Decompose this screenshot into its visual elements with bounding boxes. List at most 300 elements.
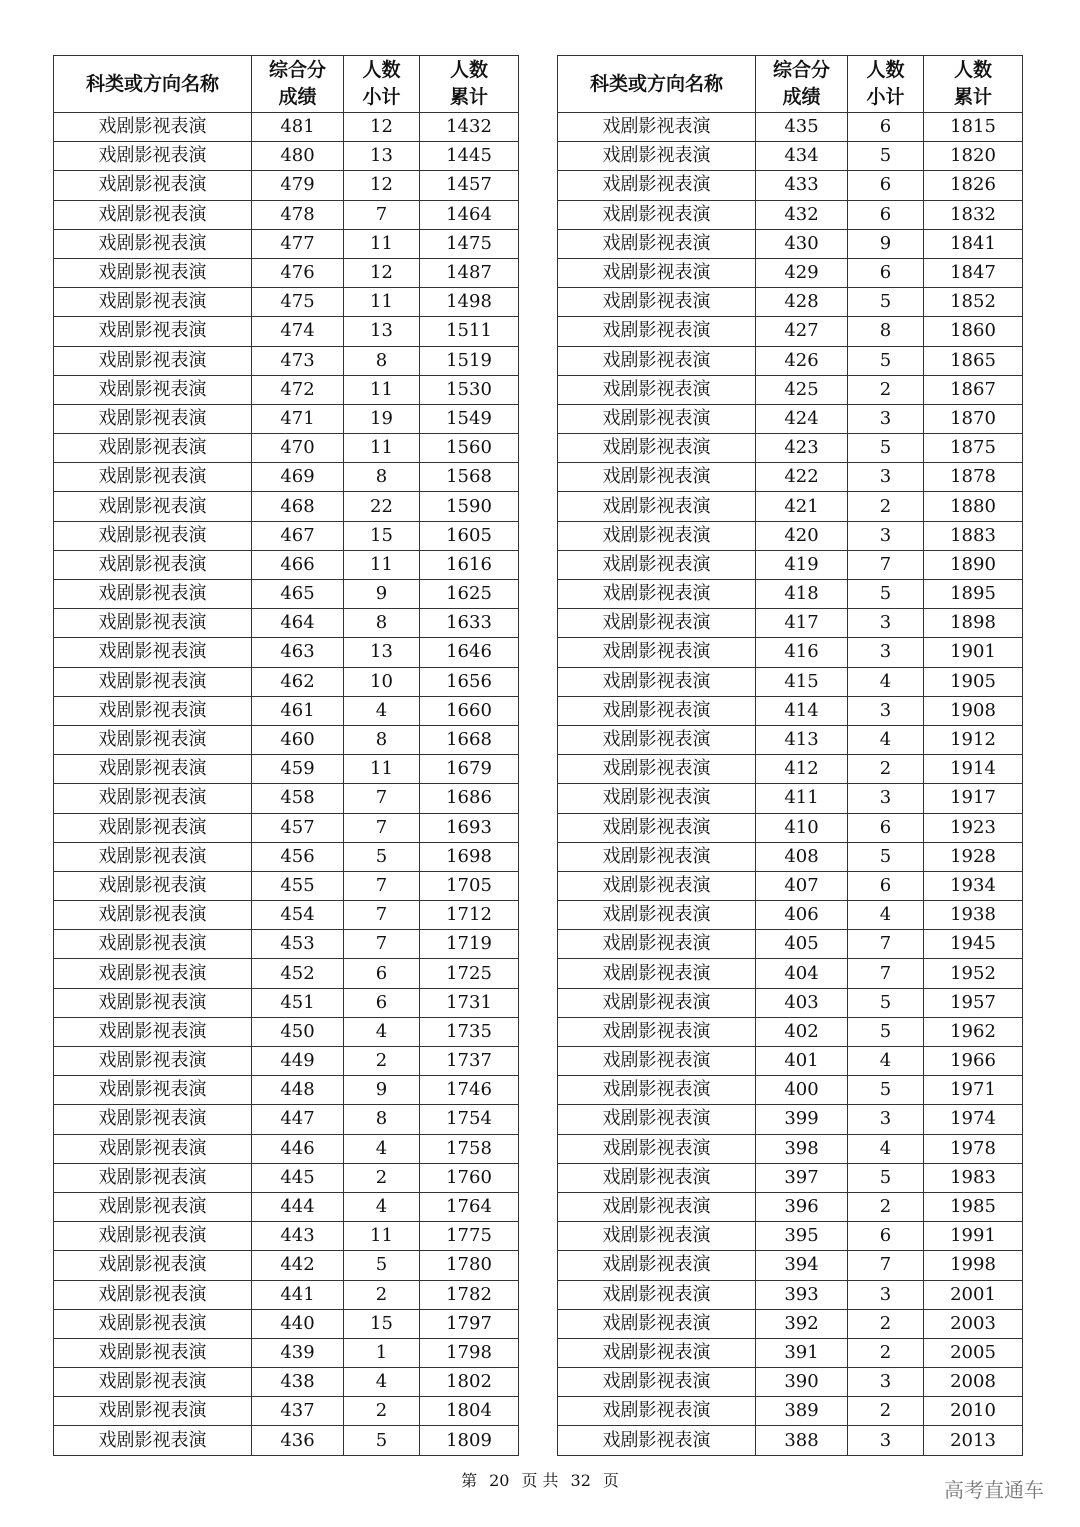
cell-cumulative: 1731 [420,988,519,1017]
cell-name: 戏剧影视表演 [558,930,756,959]
cell-name: 戏剧影视表演 [54,1251,252,1280]
cell-name: 戏剧影视表演 [558,1426,756,1455]
cell-cumulative: 1938 [924,901,1023,930]
cell-name: 戏剧影视表演 [558,492,756,521]
cell-name: 戏剧影视表演 [558,1280,756,1309]
table-row [558,930,1023,959]
cell-count: 2 [344,1280,420,1309]
table-row [558,1280,1023,1309]
cell-name: 戏剧影视表演 [54,375,252,404]
table-row [54,404,519,433]
cell-count: 12 [344,113,420,142]
cell-name: 戏剧影视表演 [558,113,756,142]
cell-score: 435 [756,113,848,142]
cell-count: 4 [848,1047,924,1076]
cell-count: 7 [344,784,420,813]
header-name: 科类或方向名称 [54,56,252,113]
cell-count: 5 [848,1163,924,1192]
table-row [558,1047,1023,1076]
cell-cumulative: 1464 [420,200,519,229]
cell-count: 9 [344,580,420,609]
cell-count: 13 [344,638,420,667]
table-row [558,988,1023,1017]
cell-name: 戏剧影视表演 [54,1426,252,1455]
cell-count: 5 [848,842,924,871]
cell-name: 戏剧影视表演 [558,200,756,229]
cell-count: 4 [848,901,924,930]
cell-cumulative: 1832 [924,200,1023,229]
cell-score: 477 [252,229,344,258]
cell-cumulative: 1860 [924,317,1023,346]
cell-name: 戏剧影视表演 [54,1397,252,1426]
footer-total-pages: 32 [570,1471,591,1490]
cell-count: 6 [848,200,924,229]
cell-count: 6 [848,871,924,900]
cell-name: 戏剧影视表演 [54,755,252,784]
cell-count: 8 [344,725,420,754]
cell-cumulative: 1686 [420,784,519,813]
cell-count: 9 [848,229,924,258]
cell-cumulative: 1798 [420,1338,519,1367]
cell-count: 3 [848,1280,924,1309]
cell-count: 8 [344,346,420,375]
cell-name: 戏剧影视表演 [54,813,252,842]
cell-score: 452 [252,959,344,988]
table-row [54,609,519,638]
cell-name: 戏剧影视表演 [54,229,252,258]
table-row [54,258,519,287]
cell-name: 戏剧影视表演 [558,580,756,609]
cell-score: 416 [756,638,848,667]
cell-score: 420 [756,521,848,550]
cell-name: 戏剧影视表演 [558,1134,756,1163]
cell-count: 12 [344,171,420,200]
cell-count: 22 [344,492,420,521]
cell-name: 戏剧影视表演 [558,258,756,287]
cell-name: 戏剧影视表演 [558,1397,756,1426]
table-row [54,1192,519,1221]
cell-score: 449 [252,1047,344,1076]
table-row [558,842,1023,871]
cell-cumulative: 1693 [420,813,519,842]
cell-score: 443 [252,1222,344,1251]
cell-score: 398 [756,1134,848,1163]
cell-name: 戏剧影视表演 [558,988,756,1017]
cell-name: 戏剧影视表演 [54,492,252,521]
cell-cumulative: 1983 [924,1163,1023,1192]
table-row [54,492,519,521]
cell-count: 19 [344,404,420,433]
cell-cumulative: 1852 [924,288,1023,317]
table-row [558,1134,1023,1163]
table-row [558,1368,1023,1397]
cell-count: 1 [344,1338,420,1367]
table-header-row [558,56,1023,113]
cell-score: 399 [756,1105,848,1134]
table-row [54,1017,519,1046]
cell-cumulative: 2001 [924,1280,1023,1309]
cell-name: 戏剧影视表演 [558,463,756,492]
cell-score: 446 [252,1134,344,1163]
cell-score: 425 [756,375,848,404]
cell-score: 407 [756,871,848,900]
cell-score: 408 [756,842,848,871]
table-row [558,1017,1023,1046]
cell-cumulative: 1934 [924,871,1023,900]
cell-count: 7 [344,901,420,930]
cell-score: 413 [756,725,848,754]
table-row [54,317,519,346]
cell-count: 3 [848,1426,924,1455]
cell-count: 3 [848,404,924,433]
cell-name: 戏剧影视表演 [558,1076,756,1105]
cell-name: 戏剧影视表演 [54,463,252,492]
cell-name: 戏剧影视表演 [54,784,252,813]
table-row [54,784,519,813]
footer-middle: 页 共 [521,1471,559,1490]
cell-name: 戏剧影视表演 [558,1163,756,1192]
table-row [54,200,519,229]
cell-score: 434 [756,142,848,171]
cell-cumulative: 1725 [420,959,519,988]
cell-count: 2 [344,1047,420,1076]
cell-score: 392 [756,1309,848,1338]
cell-score: 444 [252,1192,344,1221]
table-row [54,901,519,930]
table-row [558,346,1023,375]
cell-count: 11 [344,434,420,463]
cell-count: 11 [344,1222,420,1251]
cell-name: 戏剧影视表演 [54,1105,252,1134]
cell-score: 439 [252,1338,344,1367]
cell-name: 戏剧影视表演 [558,1368,756,1397]
cell-cumulative: 1705 [420,871,519,900]
cell-score: 394 [756,1251,848,1280]
cell-score: 397 [756,1163,848,1192]
cell-score: 465 [252,580,344,609]
cell-name: 戏剧影视表演 [558,784,756,813]
table-row [558,1397,1023,1426]
cell-score: 460 [252,725,344,754]
cell-cumulative: 1737 [420,1047,519,1076]
header-score: 综合分 成绩 [756,56,848,113]
cell-count: 7 [344,871,420,900]
table-row [54,463,519,492]
cell-cumulative: 2013 [924,1426,1023,1455]
table-row [54,813,519,842]
page-footer [0,1468,1080,1491]
cell-count: 2 [848,1338,924,1367]
table-row [54,1251,519,1280]
cell-name: 戏剧影视表演 [54,258,252,287]
cell-score: 421 [756,492,848,521]
table-row [558,1309,1023,1338]
cell-name: 戏剧影视表演 [558,813,756,842]
cell-score: 457 [252,813,344,842]
cell-cumulative: 1867 [924,375,1023,404]
table-row [558,813,1023,842]
cell-cumulative: 1590 [420,492,519,521]
cell-score: 422 [756,463,848,492]
cell-count: 5 [848,1076,924,1105]
cell-name: 戏剧影视表演 [54,988,252,1017]
cell-score: 436 [252,1426,344,1455]
cell-cumulative: 1895 [924,580,1023,609]
cell-score: 459 [252,755,344,784]
cell-cumulative: 2005 [924,1338,1023,1367]
cell-score: 418 [756,580,848,609]
cell-cumulative: 1719 [420,930,519,959]
cell-count: 13 [344,317,420,346]
cell-name: 戏剧影视表演 [54,871,252,900]
cell-cumulative: 1568 [420,463,519,492]
cell-score: 447 [252,1105,344,1134]
table-row [54,1397,519,1426]
cell-name: 戏剧影视表演 [558,1251,756,1280]
table-row [54,1134,519,1163]
cell-cumulative: 1656 [420,667,519,696]
cell-name: 戏剧影视表演 [558,842,756,871]
cell-cumulative: 1802 [420,1368,519,1397]
cell-cumulative: 1780 [420,1251,519,1280]
cell-score: 400 [756,1076,848,1105]
table-row [54,696,519,725]
cell-cumulative: 1530 [420,375,519,404]
cell-name: 戏剧影视表演 [54,434,252,463]
cell-count: 2 [344,1163,420,1192]
cell-count: 4 [344,696,420,725]
cell-score: 432 [756,200,848,229]
cell-count: 8 [344,1105,420,1134]
cell-cumulative: 1616 [420,550,519,579]
cell-count: 4 [848,1134,924,1163]
cell-score: 470 [252,434,344,463]
table-row [54,580,519,609]
table-row [558,696,1023,725]
cell-cumulative: 1668 [420,725,519,754]
cell-name: 戏剧影视表演 [558,901,756,930]
footer-prefix: 第 [461,1471,478,1490]
table-row [558,609,1023,638]
cell-cumulative: 1971 [924,1076,1023,1105]
cell-cumulative: 1475 [420,229,519,258]
table-row [54,1105,519,1134]
table-row [558,200,1023,229]
cell-count: 3 [848,1368,924,1397]
table-row [54,1222,519,1251]
cell-score: 448 [252,1076,344,1105]
cell-score: 411 [756,784,848,813]
table-row [558,580,1023,609]
cell-count: 6 [848,813,924,842]
cell-count: 5 [344,1426,420,1455]
cell-cumulative: 1908 [924,696,1023,725]
cell-score: 461 [252,696,344,725]
cell-score: 390 [756,1368,848,1397]
cell-cumulative: 1804 [420,1397,519,1426]
table-row [54,521,519,550]
cell-cumulative: 1898 [924,609,1023,638]
cell-cumulative: 1957 [924,988,1023,1017]
cell-score: 445 [252,1163,344,1192]
cell-score: 404 [756,959,848,988]
cell-cumulative: 1519 [420,346,519,375]
cell-count: 5 [848,142,924,171]
cell-cumulative: 1754 [420,1105,519,1134]
table-row [558,959,1023,988]
header-count: 人数 小计 [344,56,420,113]
cell-cumulative: 1712 [420,901,519,930]
cell-cumulative: 1905 [924,667,1023,696]
cell-name: 戏剧影视表演 [54,346,252,375]
table-row [558,901,1023,930]
cell-name: 戏剧影视表演 [54,1134,252,1163]
table-row [558,258,1023,287]
table-row [54,1280,519,1309]
cell-cumulative: 1865 [924,346,1023,375]
header-score: 综合分 成绩 [252,56,344,113]
table-row [54,959,519,988]
cell-score: 406 [756,901,848,930]
cell-name: 戏剧影视表演 [558,434,756,463]
cell-score: 453 [252,930,344,959]
cell-count: 7 [848,959,924,988]
cell-name: 戏剧影视表演 [54,288,252,317]
cell-cumulative: 1797 [420,1309,519,1338]
cell-cumulative: 1923 [924,813,1023,842]
cell-count: 2 [848,755,924,784]
cell-count: 8 [344,609,420,638]
cell-score: 429 [756,258,848,287]
cell-count: 6 [344,988,420,1017]
cell-cumulative: 1445 [420,142,519,171]
table-row [54,1338,519,1367]
cell-name: 戏剧影视表演 [558,317,756,346]
cell-score: 423 [756,434,848,463]
table-row [558,317,1023,346]
cell-score: 424 [756,404,848,433]
cell-score: 405 [756,930,848,959]
cell-cumulative: 1549 [420,404,519,433]
cell-name: 戏剧影视表演 [54,550,252,579]
table-row [558,171,1023,200]
table-row [54,142,519,171]
header-cumulative: 人数 累计 [924,56,1023,113]
cell-cumulative: 1511 [420,317,519,346]
cell-score: 479 [252,171,344,200]
cell-name: 戏剧影视表演 [54,696,252,725]
table-row [54,725,519,754]
cell-count: 2 [848,1192,924,1221]
cell-cumulative: 1457 [420,171,519,200]
cell-count: 11 [344,550,420,579]
cell-score: 462 [252,667,344,696]
table-row [558,755,1023,784]
cell-count: 7 [848,930,924,959]
cell-score: 389 [756,1397,848,1426]
table-row [558,871,1023,900]
table-row [54,930,519,959]
footer-page-number: 20 [489,1471,510,1490]
cell-score: 476 [252,258,344,287]
cell-name: 戏剧影视表演 [558,696,756,725]
cell-count: 11 [344,288,420,317]
cell-count: 5 [344,1251,420,1280]
cell-count: 7 [848,1251,924,1280]
cell-cumulative: 2008 [924,1368,1023,1397]
cell-score: 466 [252,550,344,579]
cell-name: 戏剧影视表演 [54,725,252,754]
cell-name: 戏剧影视表演 [558,171,756,200]
table-row [558,113,1023,142]
cell-name: 戏剧影视表演 [54,959,252,988]
table-row [54,1163,519,1192]
table-row [54,1047,519,1076]
cell-cumulative: 2003 [924,1309,1023,1338]
cell-name: 戏剧影视表演 [558,142,756,171]
cell-score: 396 [756,1192,848,1221]
cell-cumulative: 1991 [924,1222,1023,1251]
table-row [558,142,1023,171]
watermark: 高考直通车 [944,1478,1044,1502]
header-name: 科类或方向名称 [558,56,756,113]
cell-cumulative: 1633 [420,609,519,638]
cell-count: 4 [344,1192,420,1221]
table-row [558,1251,1023,1280]
cell-cumulative: 1966 [924,1047,1023,1076]
cell-name: 戏剧影视表演 [54,1017,252,1046]
table-row [54,229,519,258]
cell-name: 戏剧影视表演 [558,1192,756,1221]
cell-cumulative: 1782 [420,1280,519,1309]
cell-count: 3 [848,1105,924,1134]
cell-score: 463 [252,638,344,667]
cell-cumulative: 1809 [420,1426,519,1455]
table-row [54,1426,519,1455]
cell-name: 戏剧影视表演 [558,404,756,433]
cell-cumulative: 1560 [420,434,519,463]
cell-name: 戏剧影视表演 [54,1047,252,1076]
cell-cumulative: 1432 [420,113,519,142]
cell-cumulative: 1698 [420,842,519,871]
cell-score: 472 [252,375,344,404]
table-row [54,1368,519,1397]
cell-count: 7 [344,200,420,229]
cell-name: 戏剧影视表演 [54,1338,252,1367]
table-row [54,842,519,871]
cell-score: 430 [756,229,848,258]
table-row [54,1076,519,1105]
cell-name: 戏剧影视表演 [558,375,756,404]
table-body-left [54,113,519,1456]
table-row [54,871,519,900]
cell-score: 410 [756,813,848,842]
cell-cumulative: 1880 [924,492,1023,521]
cell-cumulative: 1890 [924,550,1023,579]
table-row [54,288,519,317]
cell-count: 12 [344,258,420,287]
cell-name: 戏剧影视表演 [558,638,756,667]
cell-score: 391 [756,1338,848,1367]
cell-name: 戏剧影视表演 [54,930,252,959]
cell-count: 15 [344,1309,420,1338]
cell-count: 6 [848,171,924,200]
cell-count: 4 [344,1134,420,1163]
cell-name: 戏剧影视表演 [54,171,252,200]
cell-name: 戏剧影视表演 [558,755,756,784]
cell-cumulative: 1962 [924,1017,1023,1046]
cell-score: 395 [756,1222,848,1251]
